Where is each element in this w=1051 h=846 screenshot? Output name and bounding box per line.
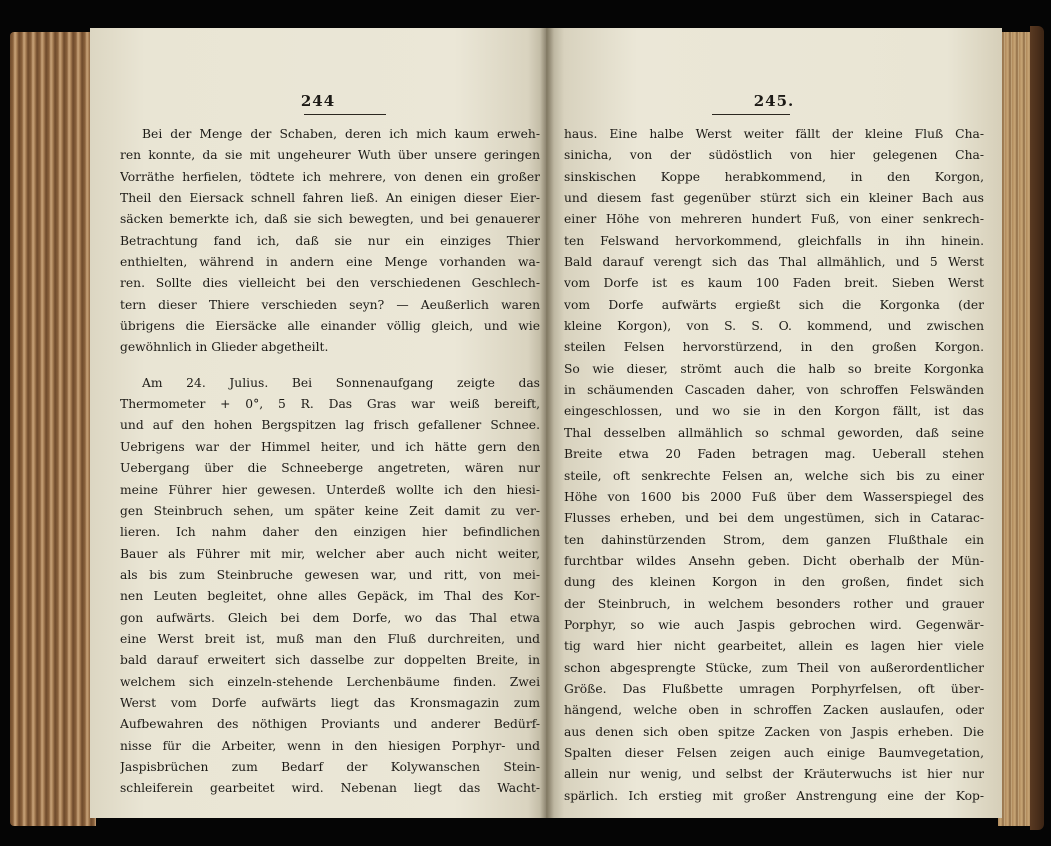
text-line: gewöhnlich in Glieder abgetheilt. xyxy=(120,340,329,355)
text-line: als bis zum Steinbruche gewesen war, und ritt, von mei- xyxy=(120,567,540,582)
text-line: So wie dieser, strömt auch die halb so breite Korgonka xyxy=(564,361,984,376)
text-line: haus. Eine halbe Werst weiter fällt der kleine Fluß Cha- xyxy=(564,127,984,141)
text-line: vom Dorfe aufwärts ergießt sich die Korgonka (der xyxy=(564,297,984,312)
text-line: übrigens die Eiersäcke alle einander völlig gleich, und wie xyxy=(120,319,540,334)
text-line: bald darauf erweitert sich dasselbe zur doppelten Breite, in xyxy=(120,653,540,668)
text-line: spärlich. Ich erstieg mit großer Anstrengung eine der Kop- xyxy=(564,788,984,803)
text-line: eingeschlossen, und wo sie in den Korgon fällt, ist das xyxy=(564,404,984,419)
text-line: nisse für die Arbeiter, wenn in den hiesigen Porphyr- und xyxy=(120,738,540,753)
text-line: Bei der Menge der Schaben, deren ich mich kaum erweh- xyxy=(142,127,540,141)
text-line: Vorräthe herfielen, tödtete ich mehrere, von denen ein großer xyxy=(120,169,540,184)
text-line: furchtbar wildes Ansehn geben. Dicht oberhalb der Mün- xyxy=(564,553,984,568)
text-line: steile, oft senkrechte Felsen an, welche sich bis zu einer xyxy=(564,468,984,483)
text-line: ten dahinstürzenden Strom, dem ganzen Flußthale ein xyxy=(564,532,984,547)
page-edges-left xyxy=(10,32,96,826)
page-number: 245. xyxy=(753,92,795,110)
page-text xyxy=(120,124,540,800)
text-line: Werst vom Dorfe aufwärts liegt das Kronsmagazin zum xyxy=(120,695,540,710)
text-line: lieren. Ich nahm daher den einzigen hier befindlichen xyxy=(120,525,540,540)
text-line: Theil den Eiersack schnell fahren ließ. An einigen dieser Eier- xyxy=(120,191,540,206)
text-line: Spalten dieser Felsen zeigen auch einige Baumvegetation, xyxy=(564,745,984,760)
header-rule xyxy=(712,114,790,115)
text-line: Flusses erheben, und bei dem ungestümen, sich in Catarac- xyxy=(564,511,984,526)
book-cover-edge xyxy=(1030,26,1044,830)
text-line: nen Leuten begleitet, ohne alles Gepäck, im Thal des Kor- xyxy=(120,589,540,604)
text-line: Thermometer + 0°, 5 R. Das Gras war weiß bereift, xyxy=(120,397,540,412)
text-line: meine Führer hier gewesen. Unterdeß wollte ich den hiesi- xyxy=(120,482,540,497)
text-line: ten Felswand hervorkommend, gleichfalls in ihn hinein. xyxy=(564,233,984,248)
text-line: Betrachtung fand ich, daß sie nur ein einziges Thier xyxy=(120,233,540,248)
text-line: gon aufwärts. Gleich bei dem Dorfe, wo das Thal etwa xyxy=(120,610,540,625)
text-line: und auf den hohen Bergspitzen lag frisch gefallener Schnee. xyxy=(120,418,540,433)
text-line: tern dieser Thiere verschieden seyn? — Aeußerlich waren xyxy=(120,297,540,312)
text-line: kleine Korgon), von S. S. O. kommend, und zwischen xyxy=(564,319,984,334)
text-line: welchem sich einzeln-stehende Lerchenbäume finden. Zwei xyxy=(120,674,540,689)
text-line: dung des kleinen Korgon in den großen, findet sich xyxy=(564,575,984,590)
text-line: und diesem fast gegenüber stürzt sich ein kleiner Bach aus xyxy=(564,191,984,206)
text-line: steilen Felsen hervorstürzend, in den großen Korgon. xyxy=(564,340,984,355)
text-line: sinskischen Koppe herabkommend, in den Korgon, xyxy=(564,169,984,184)
text-line: Höhe von 1600 bis 2000 Fuß über dem Wasserspiegel des xyxy=(564,489,984,504)
text-line: allein nur wenig, und selbst der Kräuterwuchs ist hier nur xyxy=(564,767,984,782)
text-line: Bald darauf verengt sich das Thal allmählich, und 5 Werst xyxy=(564,255,984,270)
header-rule xyxy=(304,114,386,115)
text-line: in schäumenden Cascaden daher, von schroffen Felswänden xyxy=(564,383,984,398)
page-text xyxy=(564,124,984,807)
text-line: Breite etwa 20 Faden betragen mag. Ueberall stehen xyxy=(564,447,984,462)
text-line: hängend, welche oben in schroffen Zacken auslaufen, oder xyxy=(564,703,984,718)
text-line: sinicha, von der südöstlich von hier gelegenen Cha- xyxy=(564,148,984,163)
text-line: säcken bemerkte ich, daß sie sich bewegten, und bei genauerer xyxy=(120,212,540,227)
open-book xyxy=(6,20,1044,828)
right-page xyxy=(546,28,1002,818)
book-gutter xyxy=(540,28,554,818)
text-line: aus denen sich oben spitze Zacken von Jaspis erheben. Die xyxy=(564,724,984,739)
text-line: der Steinbruch, in welchem besonders rother und grauer xyxy=(564,596,984,611)
text-line: Aufbewahren des nöthigen Proviants und anderer Bedürf- xyxy=(120,717,540,732)
text-line: ren konnte, da sie mit ungeheurer Wuth über unsere geringen xyxy=(120,148,540,163)
paragraph-gap xyxy=(120,359,540,373)
text-line: Größe. Das Flußbette umragen Porphyrfelsen, oft über- xyxy=(564,681,984,696)
left-page xyxy=(90,28,546,818)
page-number: 244 xyxy=(300,92,336,110)
text-line: Porphyr, so wie auch Jaspis gebrochen wird. Gegenwär- xyxy=(564,617,984,632)
text-line: Uebrigens war der Himmel heiter, und ich hätte gern den xyxy=(120,439,540,454)
text-line: ren. Sollte dies vielleicht bei den verschiedenen Geschlech- xyxy=(120,276,540,291)
text-line: Am 24. Julius. Bei Sonnenaufgang zeigte das xyxy=(142,375,540,390)
text-line: schleiferein gearbeitet wird. Nebenan liegt das Wacht- xyxy=(120,781,540,796)
text-line: Bauer als Führer mit mir, welcher aber auch nicht weiter, xyxy=(120,546,540,561)
text-line: tig ward hier nicht gearbeitet, allein es lagen hier viele xyxy=(564,639,984,654)
text-line: Jaspisbrüchen zum Bedarf der Kolywanschen Stein- xyxy=(120,759,540,774)
text-line: enthielten, während in andern eine Menge vorhanden wa- xyxy=(120,255,540,270)
text-line: schon abgesprengte Stücke, zum Theil von außerordentlicher xyxy=(564,660,984,675)
text-line: einer Höhe von mehreren hundert Fuß, von einer senkrech- xyxy=(564,212,984,227)
text-line: vom Dorfe ist es kaum 100 Faden breit. Sieben Werst xyxy=(564,276,984,291)
text-line: Uebergang über die Schneeberge angetreten, wären nur xyxy=(120,461,540,476)
text-line: Thal desselben allmählich so schmal geworden, daß seine xyxy=(564,425,984,440)
text-line: eine Werst breit ist, muß man den Fluß durchreiten, und xyxy=(120,631,540,646)
text-line: gen Steinbruch sehen, um später keine Zeit damit zu ver- xyxy=(120,503,540,518)
